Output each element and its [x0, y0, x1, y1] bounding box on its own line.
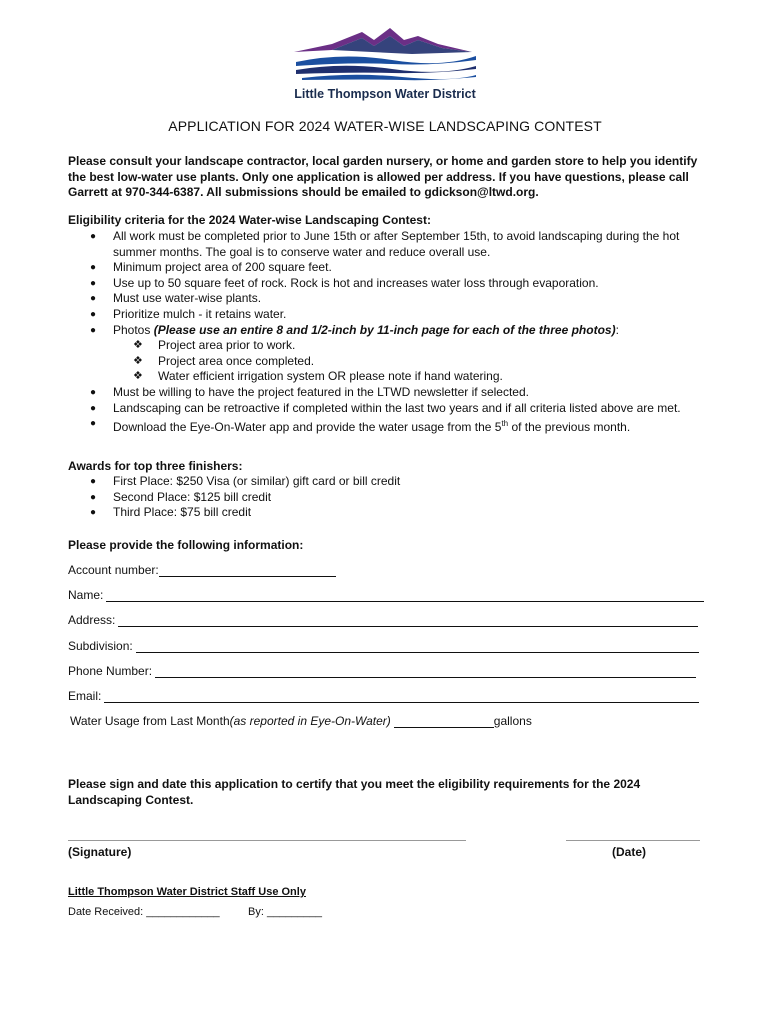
water-usage-line[interactable]	[394, 715, 494, 728]
awards-list	[68, 474, 708, 521]
diamond-bullet-icon: ❖	[133, 354, 143, 367]
date-received-field: Date Received: ____________	[68, 906, 220, 918]
bullet-icon: ●	[90, 402, 97, 414]
eligibility-list	[68, 229, 708, 436]
email-line[interactable]	[104, 690, 699, 703]
list-item: ● All work must be completed prior to June 15th or after September 15th, to avoid landscaping during the hot summer months. The goal is to conserve water and reduce overall use.	[90, 229, 680, 259]
list-item: ❖ Project area once completed.	[133, 353, 315, 368]
list-item-photos: ● Photos (Please use an entire 8 and 1/2-inch by 11-inch page for each of the three photos): ❖ Project area prior to work. ❖ Project area once completed. ❖ Water efficient irrigation system OR please note if hand watering.	[68, 323, 708, 385]
list-item: ● Third Place: $75 bill credit	[90, 505, 252, 520]
list-item: ● Second Place: $125 bill credit	[90, 489, 272, 504]
photos-sublist	[113, 338, 708, 385]
bullet-icon: ●	[90, 324, 97, 336]
info-heading: Please provide the following information:	[68, 538, 304, 552]
diamond-bullet-icon: ❖	[133, 370, 143, 383]
list-item: ● Must be willing to have the project featured in the LTWD newsletter if selected.	[90, 384, 529, 399]
address-line[interactable]	[118, 614, 698, 627]
bullet-icon: ●	[90, 418, 97, 430]
intro-paragraph: Please consult your landscape contractor, local garden nursery, or home and garden store to help you identify the best low-water use plants. Only one application is allowed per address. If you have questions, please call Garrett at 970-344-6387. All submissions should be emailed to gdickson@ltwd.org.	[68, 154, 698, 199]
list-item: ● Download the Eye-On-Water app and provide the water usage from the 5th of the previous month.	[90, 418, 631, 435]
awards-heading: Awards for top three finishers:	[68, 459, 243, 473]
list-item: ● Use up to 50 square feet of rock. Rock is hot and increases water loss through evaporation.	[90, 275, 599, 290]
subdivision-line[interactable]	[136, 640, 699, 653]
list-item: ● First Place: $250 Visa (or similar) gift card or bill credit	[90, 474, 401, 488]
bullet-icon: ●	[90, 491, 97, 503]
name-line[interactable]	[106, 589, 704, 602]
account-number-field[interactable]: Account number:	[68, 563, 336, 577]
bullet-icon: ●	[90, 308, 97, 320]
list-item: ❖ Project area prior to work.	[133, 338, 296, 353]
subdivision-field[interactable]: Subdivision:	[68, 639, 699, 653]
email-field[interactable]: Email:	[68, 689, 699, 703]
bullet-icon: ●	[90, 231, 97, 242]
list-item: ● Landscaping can be retroactive if completed within the last two years and if all criteria listed above are met.	[90, 400, 681, 415]
phone-number-line[interactable]	[155, 665, 696, 678]
name-field[interactable]: Name:	[68, 588, 704, 602]
signature-line[interactable]	[68, 840, 466, 841]
list-item: ❖ Water efficient irrigation system OR please note if hand watering.	[133, 369, 503, 384]
account-number-line[interactable]	[159, 564, 336, 577]
eligibility-heading: Eligibility criteria for the 2024 Water-wise Landscaping Contest:	[68, 213, 431, 227]
signature-label: (Signature)	[68, 845, 132, 859]
signature-statement: Please sign and date this application to certify that you meet the eligibility requirements for the 2024 Landscaping Contest.	[68, 777, 641, 807]
bullet-icon: ●	[90, 386, 97, 398]
mountains-water-logo-icon	[292, 22, 478, 86]
bullet-icon: ●	[90, 262, 97, 274]
staff-by-field: By: _________	[248, 906, 323, 918]
org-name: Little Thompson Water District	[294, 87, 476, 101]
bullet-icon: ●	[90, 507, 97, 519]
date-line[interactable]	[566, 840, 700, 841]
staff-use-heading: Little Thompson Water District Staff Use Only	[68, 886, 306, 898]
list-item: ● Minimum project area of 200 square feet.	[90, 260, 332, 275]
list-item: ● Must use water-wise plants.	[90, 291, 262, 306]
diamond-bullet-icon: ❖	[133, 339, 143, 352]
photos-note: (Please use an entire 8 and 1/2-inch by 11-inch page for each of the three photos)	[153, 322, 616, 337]
list-item: ● Prioritize mulch - it retains water.	[90, 306, 287, 321]
address-field[interactable]: Address:	[68, 613, 698, 627]
ltwd-logo	[292, 22, 478, 106]
page-title: APPLICATION FOR 2024 WATER-WISE LANDSCAPING CONTEST	[168, 118, 602, 134]
phone-number-field[interactable]: Phone Number:	[68, 664, 696, 678]
bullet-icon: ●	[90, 277, 97, 289]
date-label: (Date)	[612, 845, 647, 859]
water-usage-field[interactable]: Water Usage from Last Month (as reported in Eye-On-Water) gallons	[70, 714, 532, 728]
bullet-icon: ●	[90, 293, 97, 305]
bullet-icon: ●	[90, 476, 97, 487]
